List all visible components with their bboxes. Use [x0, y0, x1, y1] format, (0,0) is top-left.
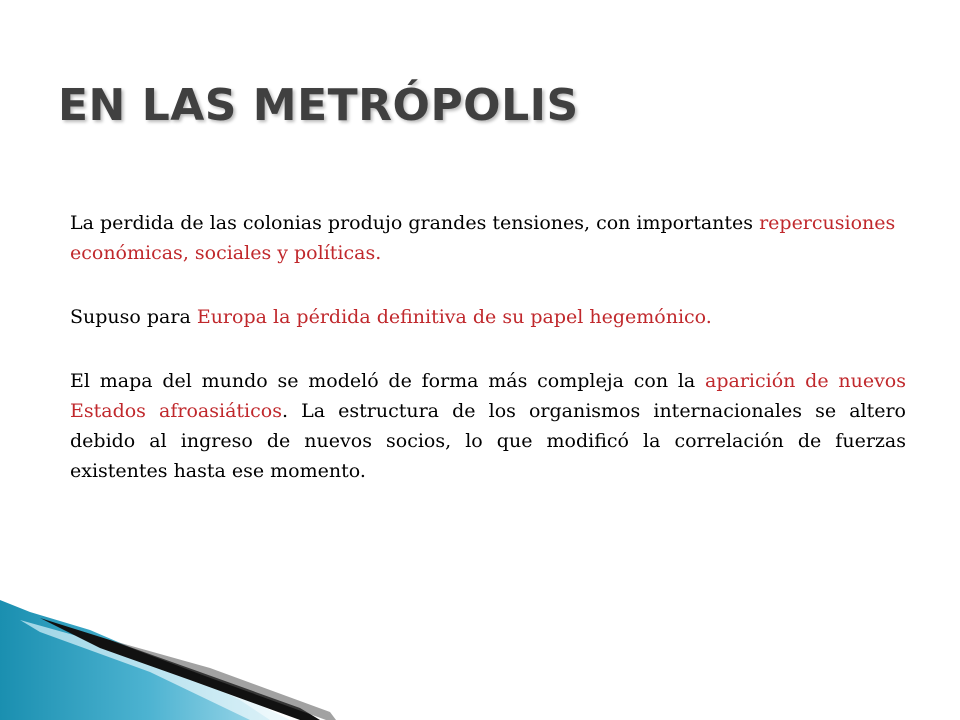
paragraph-3-text: El mapa del mundo se modeló de forma más compleja con la: [70, 370, 706, 392]
paragraph-3-highlight: aparición de nuevos Estados afroasiáticos: [70, 370, 906, 422]
paragraph-3-text-end: . La estructura de los organismos internacionales se altero debido al ingreso de nuevos socios, lo que modificó la correlación de fuerzas existentes hasta ese momento.: [70, 400, 906, 482]
paragraph-1-highlight: repercusiones económicas, sociales y políticas.: [70, 212, 896, 264]
paragraph-2-highlight: Europa la pérdida definitiva de su papel hegemónico.: [196, 306, 712, 328]
paragraph-1-text: La perdida de las colonias produjo grandes tensiones, con importantes: [70, 212, 760, 234]
paragraph-2-text: Supuso para: [70, 306, 197, 328]
slide-title: EN LAS METRÓPOLIS: [58, 80, 579, 131]
